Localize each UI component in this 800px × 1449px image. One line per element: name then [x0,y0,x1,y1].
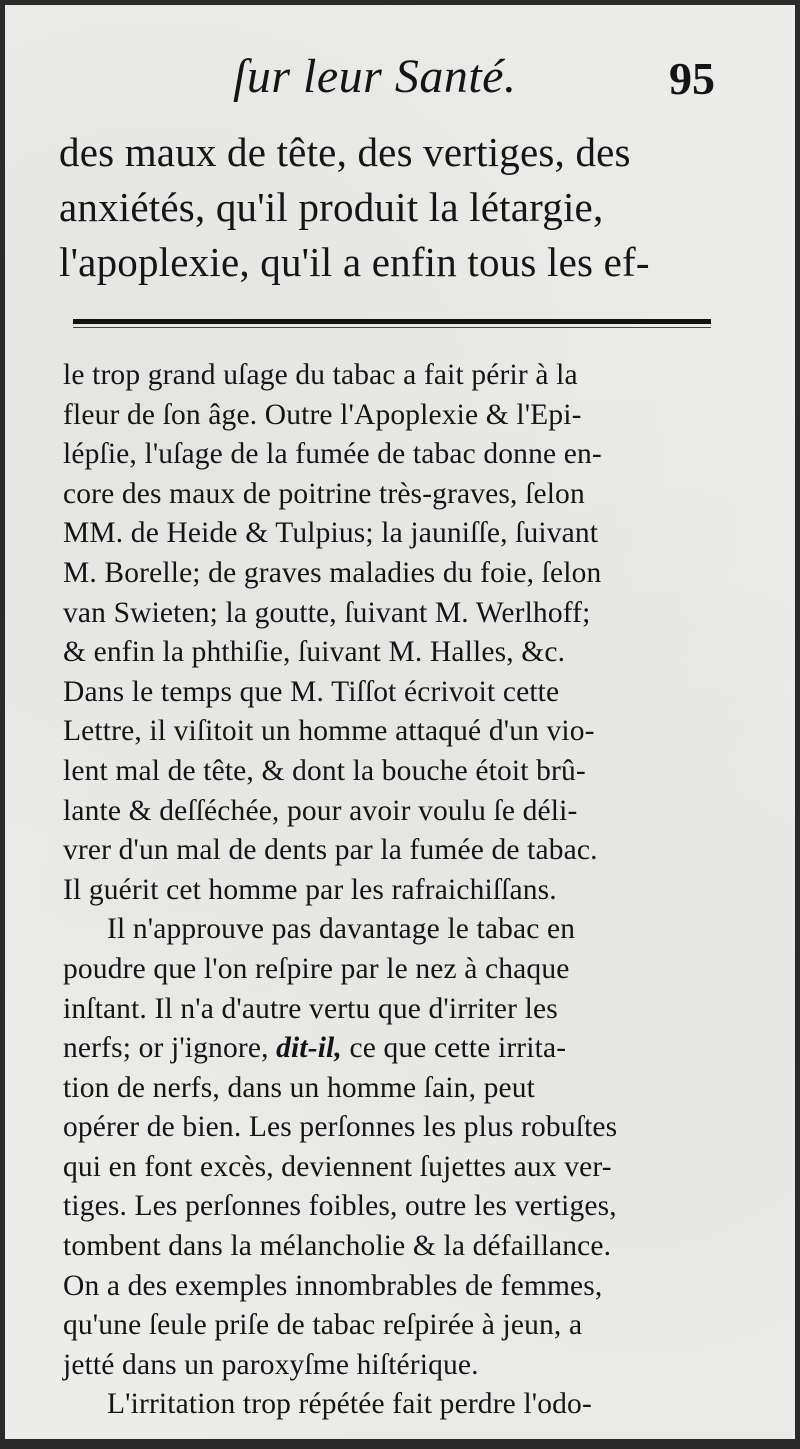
text-line: l'apoplexie, qu'il a enfin tous les ef- [59,239,650,285]
text-line: Il n'approuve pas davantage le tabac en [107,913,576,946]
text-line: & enfin la phthiſie, ſuivant M. Halles, &c. [63,636,566,669]
italic-dit-il: dit-il, [276,1032,342,1065]
section-divider-thin [73,327,711,328]
text-line: vrer d'un mal de dents par la fumée de tabac. [63,834,598,867]
text-line: lent mal de tête, & dont la bouche étoit brû- [63,754,586,787]
text-line: jetté dans un paroxyſme hiſtérique. [63,1348,479,1381]
text-line: Lettre, il viſitoit un homme attaqué d'un vio- [63,715,595,748]
text-line: poudre que l'on reſpire par le nez à chaque [63,952,570,985]
text-line-with-italic [63,1029,743,1069]
text-line: core des maux de poitrine très-graves, ſelon [63,477,585,510]
text-line: lépſie, l'uſage de la fumée de tabac donne en- [63,438,602,471]
text-line: M. Borelle; de graves maladies du foie, ſelon [63,556,602,589]
text-line: tion de nerfs, dans un homme ſain, peut [63,1071,536,1104]
book-page [5,5,795,1439]
text-line: des maux de tête, des vertiges, des [59,129,631,175]
text-line: le trop grand uſage du tabac a fait périr à la [63,359,578,391]
text-line: fleur de ſon âge. Outre l'Apoplexie & l'Epi- [63,398,582,431]
text-line: opérer de bien. Les perſonnes les plus robuſtes [63,1111,618,1144]
top-paragraph [59,125,739,290]
text-line: qu'une ſeule priſe de tabac reſpirée à jeun, a [63,1309,583,1342]
page-number: 95 [669,53,715,104]
text-line: lante & deſſéchée, pour avoir voulu ſe déli- [63,794,578,827]
text-segment: ce que cette irrita- [349,1032,567,1065]
text-line: inſtant. Il n'a d'autre vertu que d'irriter les [63,992,558,1025]
text-line: On a des exemples innombrables de femmes, [63,1269,603,1302]
running-head [5,47,795,107]
text-segment: nerfs; or j'ignore, [63,1032,269,1065]
text-line: qui en font excès, deviennent ſujettes aux ver- [63,1150,612,1183]
text-line: tiges. Les perſonnes foibles, outre les vertiges, [63,1190,617,1223]
text-line: L'irritation trop répétée fait perdre l'odo- [107,1388,592,1421]
text-line: Il guérit cet homme par les rafraichiſſans. [63,873,557,906]
text-line: MM. de Heide & Tulpius; la jauniſſe, ſuivant [63,517,599,550]
text-line: anxiétés, qu'il produit la létargie, [59,184,604,230]
body-paragraphs [63,356,743,1425]
text-line: Dans le temps que M. Tiſſot écrivoit cette [63,675,560,708]
running-title: ſur leur Santé. [233,50,517,103]
section-divider [73,319,711,324]
text-line: van Swieten; la goutte, ſuivant M. Werlhoff; [63,596,591,629]
text-line: tombent dans la mélancholie & la défaillance. [63,1230,612,1263]
